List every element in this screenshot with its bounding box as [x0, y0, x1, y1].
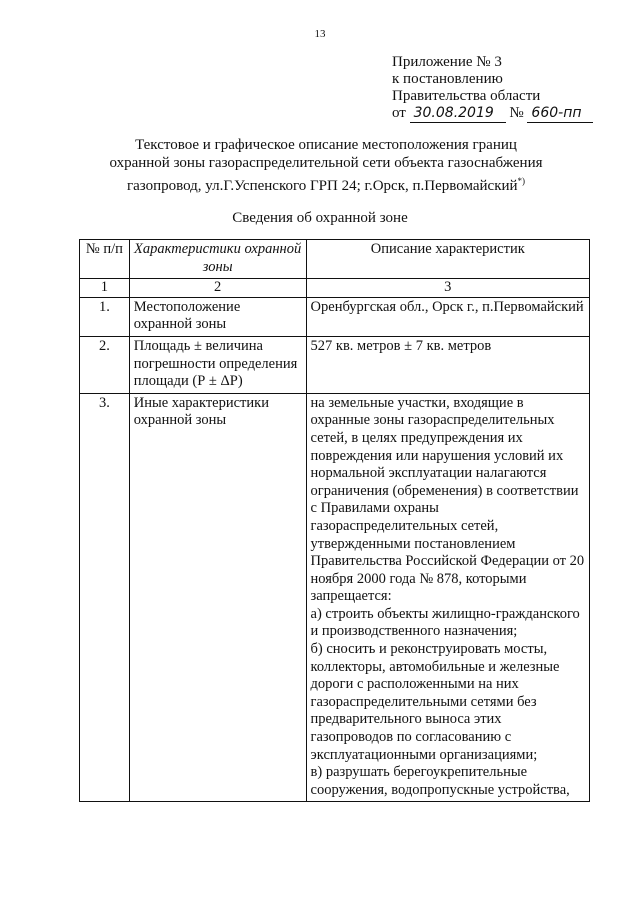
number-prefix: № — [509, 105, 524, 121]
header-characteristics: Характеристики охранной зоны — [129, 240, 306, 279]
column-number-1: 1 — [80, 279, 130, 298]
title-line-2: охранной зоны газораспределительной сети объекта газоснабжения — [109, 155, 543, 171]
row-description — [306, 393, 589, 802]
row-number: 1. — [80, 297, 130, 336]
restriction-item-a: а) строить объекты жилищно-гражданского и производственного назначения; — [310, 605, 580, 640]
footnote-mark: *) — [517, 176, 526, 186]
header-number: № п/п — [80, 240, 130, 279]
section-subtitle: Сведения об охранной зоне — [232, 210, 408, 226]
handwritten-date: 30.08.2019 — [410, 105, 506, 123]
row-characteristic: Иные характеристики охранной зоны — [129, 393, 306, 802]
table-row — [80, 297, 590, 336]
restriction-item-b: б) сносить и реконструировать мосты, коллекторы, автомобильные и железные дороги с расположенными на них газораспределительными сетями без предварительного выноса этих газопроводов по согласованию с эксплуатационными организациями; — [310, 641, 560, 763]
title-line-3 — [60, 172, 592, 195]
column-number-2: 2 — [129, 279, 306, 298]
document-title — [60, 136, 592, 195]
row-number: 3. — [80, 393, 130, 802]
appendix-line-resolution: к постановлению — [392, 71, 503, 87]
appendix-block — [392, 54, 593, 123]
table-row — [80, 393, 590, 802]
page-number: 13 — [314, 28, 326, 40]
title-line-3-text: газопровод, ул.Г.Успенского ГРП 24; г.Орск, п.Первомайский — [126, 178, 518, 194]
table-row — [80, 336, 590, 393]
from-prefix: от — [392, 105, 406, 121]
handwritten-number: 660-пп — [527, 105, 593, 123]
column-number-3: 3 — [306, 279, 589, 298]
restriction-item-c: в) разрушать берегоукрепительные сооружения, водопропускные устройства, — [310, 764, 570, 798]
header-description: Описание характеристик — [306, 240, 589, 279]
column-number-row — [80, 279, 590, 298]
restrictions-intro: на земельные участки, входящие в охранные зоны газораспределительных сетей, в целях предупреждения их повреждения или нарушения условий их нормальной эксплуатации налагаются ограничения (обременения) в соответствии с Правилами охраны газораспределительных сетей, утвержденными постановлением Правительства Российской Федерации от 20 ноября 2000 года № 878, которыми запрещается: — [310, 394, 585, 605]
appendix-line-government: Правительства области — [392, 88, 541, 104]
title-line-1: Текстовое и графическое описание местоположения границ — [135, 137, 517, 153]
appendix-date-line — [392, 105, 593, 123]
row-description: Оренбургская обл., Орск г., п.Первомайский — [306, 297, 589, 336]
zone-table — [79, 239, 590, 802]
table-header-row — [80, 240, 590, 279]
row-description: 527 кв. метров ± 7 кв. метров — [306, 336, 589, 393]
row-characteristic: Площадь ± величина погрешности определения площади (Р ± ΔР) — [129, 336, 306, 393]
row-number: 2. — [80, 336, 130, 393]
row-characteristic: Местоположение охранной зоны — [129, 297, 306, 336]
appendix-title: Приложение № 3 — [392, 54, 502, 70]
